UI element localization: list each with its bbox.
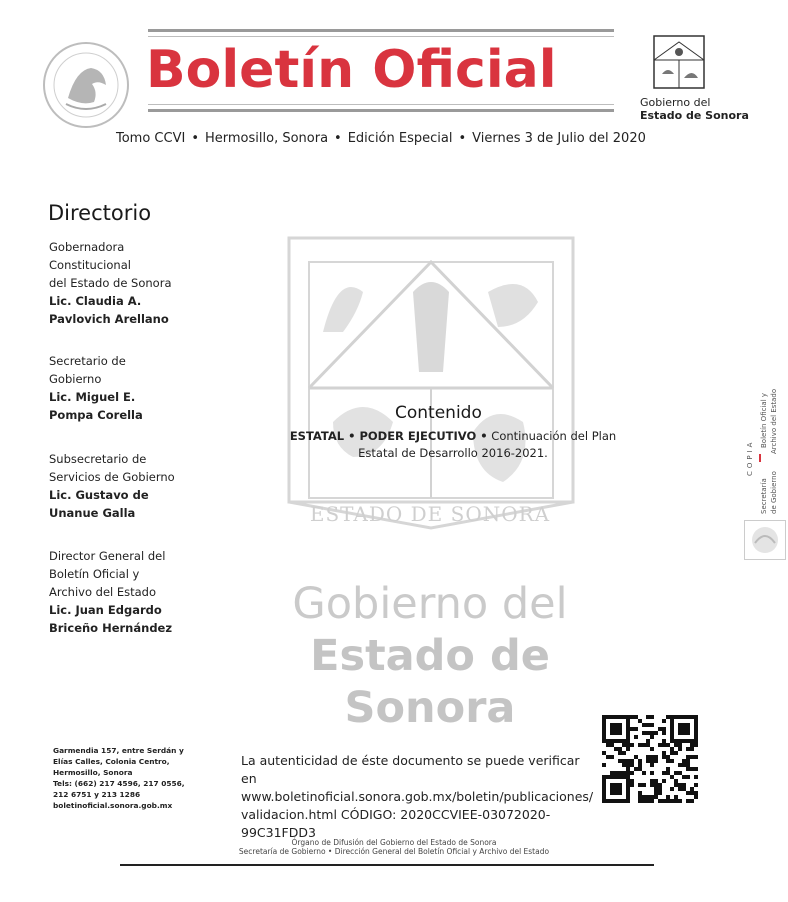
sidebar-red-mark [759,454,761,462]
website-link[interactable]: boletinoficial.sonora.gob.mx [53,801,173,810]
name-line: Briceño Hernández [49,621,173,635]
role-line: Secretario de [49,354,126,368]
issue-edition: Edición Especial [347,131,453,146]
name-line: Lic. Juan Edgardo [49,603,162,617]
issue-separator: • [191,131,199,146]
issue-separator: • [458,131,467,146]
contenido-line1: Continuación del Plan [491,429,617,443]
gov-logo-line1: Gobierno del [640,96,711,109]
gov-watermark-line1: Gobierno del [292,579,568,629]
organ-line1: Órgano de Difusión del Gobierno del Estado de Sonora [291,838,497,847]
sidebar-line2: Archivo del Estado [770,388,778,454]
contenido-title: Contenido [395,403,482,423]
role-line: Subsecretario de [49,452,147,466]
verify-line2[interactable]: www.boletinoficial.sonora.gob.mx/boletin/publicaciones/ [241,789,594,804]
role-line: Gobernadora [49,240,125,254]
gov-watermark-line2: Estado de Sonora [310,631,550,733]
address-line: Hermosillo, Sonora [53,768,133,777]
role-line: del Estado de Sonora [49,276,172,290]
sidebar-seal-icon [744,520,786,560]
title-top-rule-thin [148,36,614,37]
issue-info [116,131,646,146]
name-line: Lic. Miguel E. [49,390,136,404]
directorio-entry [49,352,143,424]
sonora-crest-watermark [283,232,579,532]
issue-city: Hermosillo, Sonora [205,131,329,146]
directorio-entry [49,238,172,328]
sidebar-line3: Secretaría [760,478,768,514]
verify-line3: validacion.html CÓDIGO: 2020CCVIEE-03072020-99C31FDD3 [241,807,551,840]
name-line: Lic. Gustavo de [49,488,149,502]
publication-title: Boletín Oficial [146,40,557,100]
name-line: Pompa Corella [49,408,143,422]
sidebar-line4: de Gobierno [770,471,778,514]
role-line: Constitucional [49,258,131,272]
directorio-title: Directorio [48,201,152,225]
contenido-line2: Estatal de Desarrollo 2016-2021. [358,446,548,460]
sonora-shield-logo [652,34,706,90]
crest-caption: ESTADO DE SONORA [309,502,551,526]
contenido-text [278,428,628,462]
issue-separator: • [334,131,342,146]
role-line: Boletín Oficial y [49,567,140,581]
address-line: 212 6751 y 213 1286 [53,790,141,799]
verify-line1: La autenticidad de éste documento se puede verificar en [241,753,580,786]
title-bottom-rule-thin [148,104,614,105]
qr-code [602,715,698,803]
sidebar-line1: Boletín Oficial y [760,392,768,448]
role-line: Servicios de Gobierno [49,470,175,484]
address-line: Elías Calles, Colonia Centro, [53,757,170,766]
contenido-section: ESTATAL • PODER EJECUTIVO • [289,429,488,443]
title-bottom-rule [148,109,614,112]
footer-rule [120,864,654,866]
address-line: Garmendia 157, entre Serdán y [53,746,184,755]
verification-text [241,752,596,842]
role-line: Archivo del Estado [49,585,157,599]
title-top-rule [148,29,614,32]
contact-address [53,745,203,811]
address-line: Tels: (662) 217 4596, 217 0556, [53,779,185,788]
directorio-entry [49,450,175,522]
name-line: Lic. Claudia A. [49,294,142,308]
name-line: Pavlovich Arellano [49,312,169,326]
gov-logo-caption [640,96,749,122]
directorio-entry [49,547,172,637]
gov-watermark-text [220,578,640,734]
role-line: Director General del [49,549,166,563]
gov-logo-line2: Estado de Sonora [640,109,749,122]
copia-label: COPIA [746,439,754,476]
issue-tomo: Tomo CCVI [116,131,186,146]
name-line: Unanue Galla [49,506,136,520]
copia-stamp [740,380,786,560]
mexico-seal-logo [36,40,136,130]
issue-date: Viernes 3 de Julio del 2020 [472,131,646,146]
organ-line2: Secretaría de Gobierno • Dirección General del Boletín Oficial y Archivo del Estado [238,847,550,856]
role-line: Gobierno [49,372,102,386]
